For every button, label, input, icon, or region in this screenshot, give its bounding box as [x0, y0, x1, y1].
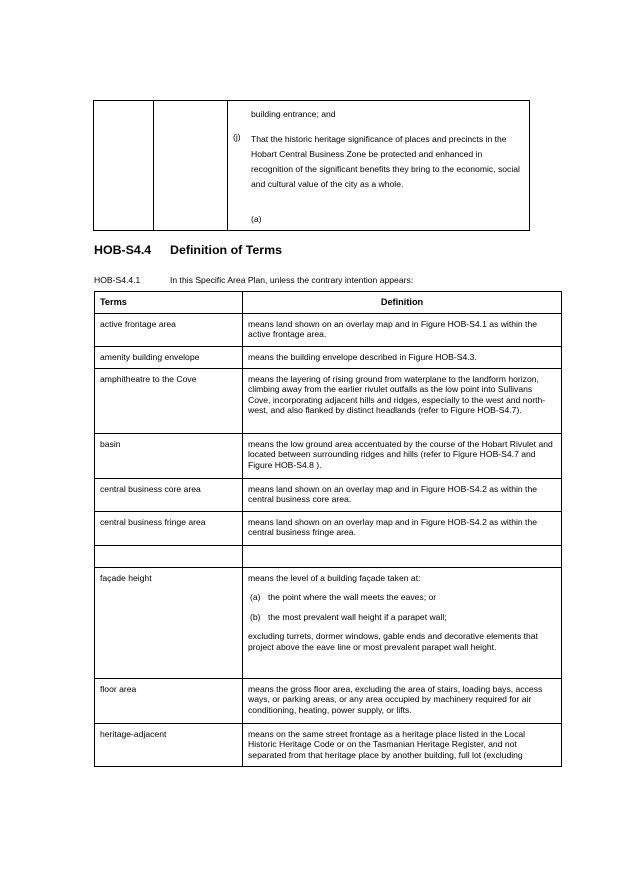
item-a-label: (a) [251, 214, 262, 224]
header-terms: Terms [95, 292, 243, 314]
term-cell: façade height [95, 568, 243, 679]
table-row [95, 724, 562, 767]
term-cell: basin [95, 434, 243, 479]
table-row [95, 434, 562, 479]
term-cell: active frontage area [95, 314, 243, 347]
item-j-text: That the historic heritage significance of places and precincts in the Hobart Central Business Zone be protected and enhanced in recognition of the significant benefits they bring to the economic, social and cultural value of the city as a whole. [251, 134, 520, 189]
definition-cell: means land shown on an overlay map and in Figure HOB-S4.1 as within the active frontage area. [243, 314, 562, 347]
header-definition: Definition [243, 292, 562, 314]
term-cell: amenity building envelope [95, 347, 243, 369]
clause-intro [94, 275, 413, 286]
sub-item-label: (a) [250, 592, 261, 603]
definitions-table [94, 291, 562, 767]
term-cell [95, 546, 243, 568]
definition-cell: means land shown on an overlay map and in Figure HOB-S4.2 as within the central business core area. [243, 479, 562, 512]
table-divider [153, 101, 154, 230]
sub-item-text: the most prevalent wall height if a parapet wall; [268, 611, 447, 622]
continuation-text: building entrance; and [251, 109, 336, 119]
definition-cell: means the gross floor area, excluding the area of stairs, loading bays, access ways, or parking areas, or any area occupied by machinery required for air conditioning, heating, power supply, or lifts. [243, 679, 562, 724]
definition-cell: means the layering of rising ground from waterplane to the landform horizon, climbing away from the earlier rivulet outfalls as the low point into Sullivans Cove, incorporating adjacent hills and ridges, especially to the west and north-west, and also flanked by distinct headlands (refer to Figure HOB-S4.7). [243, 369, 562, 434]
term-cell: floor area [95, 679, 243, 724]
table-row [95, 512, 562, 546]
term-cell: central business fringe area [95, 512, 243, 546]
section-heading [94, 243, 282, 259]
table-row [95, 479, 562, 512]
clause-text: In this Specific Area Plan, unless the contrary intention appears: [170, 275, 414, 285]
definition-cell: means on the same street frontage as a heritage place listed in the Local Historic Heritage Code or on the Tasmanian Heritage Register, and not separated from that heritage place by another building, full lot (excluding [243, 724, 562, 767]
definition-tail: excluding turrets, dormer windows, gable ends and decorative elements that project above the eave line or most prevalent parapet wall height. [248, 631, 538, 652]
sub-item-text: the point where the wall meets the eaves; or [268, 592, 437, 603]
sub-item-label: (b) [250, 611, 261, 622]
clause-number: HOB-S4.4.1 [94, 275, 141, 285]
table-row [95, 679, 562, 724]
section-title: Definition of Terms [170, 243, 282, 257]
item-j-label: (j) [233, 132, 241, 142]
term-cell: amphitheatre to the Cove [95, 369, 243, 434]
definition-cell [243, 568, 562, 679]
definition-cell [243, 546, 562, 568]
table-divider [227, 101, 228, 230]
table-row [95, 347, 562, 369]
definition-cell: means the building envelope described in Figure HOB-S4.3. [243, 347, 562, 369]
sub-item-a [248, 592, 556, 602]
definition-cell: means the low ground area accentuated by the course of the Hobart Rivulet and located between surrounding ridges and hills (refer to Figure HOB-S4.7 and Figure HOB-S4.8 ). [243, 434, 562, 479]
sub-item-b [248, 612, 556, 622]
definition-cell: means land shown on an overlay map and in Figure HOB-S4.2 as within the central business fringe area. [243, 512, 562, 546]
table-row [95, 314, 562, 347]
table-row [95, 568, 562, 679]
definition-lead: means the level of a building façade taken at: [248, 573, 421, 583]
term-cell: central business core area [95, 479, 243, 512]
term-cell: heritage-adjacent [95, 724, 243, 767]
table-row [95, 369, 562, 434]
section-number: HOB-S4.4 [94, 243, 152, 257]
table-header-row [95, 292, 562, 314]
table-row-empty [95, 546, 562, 568]
